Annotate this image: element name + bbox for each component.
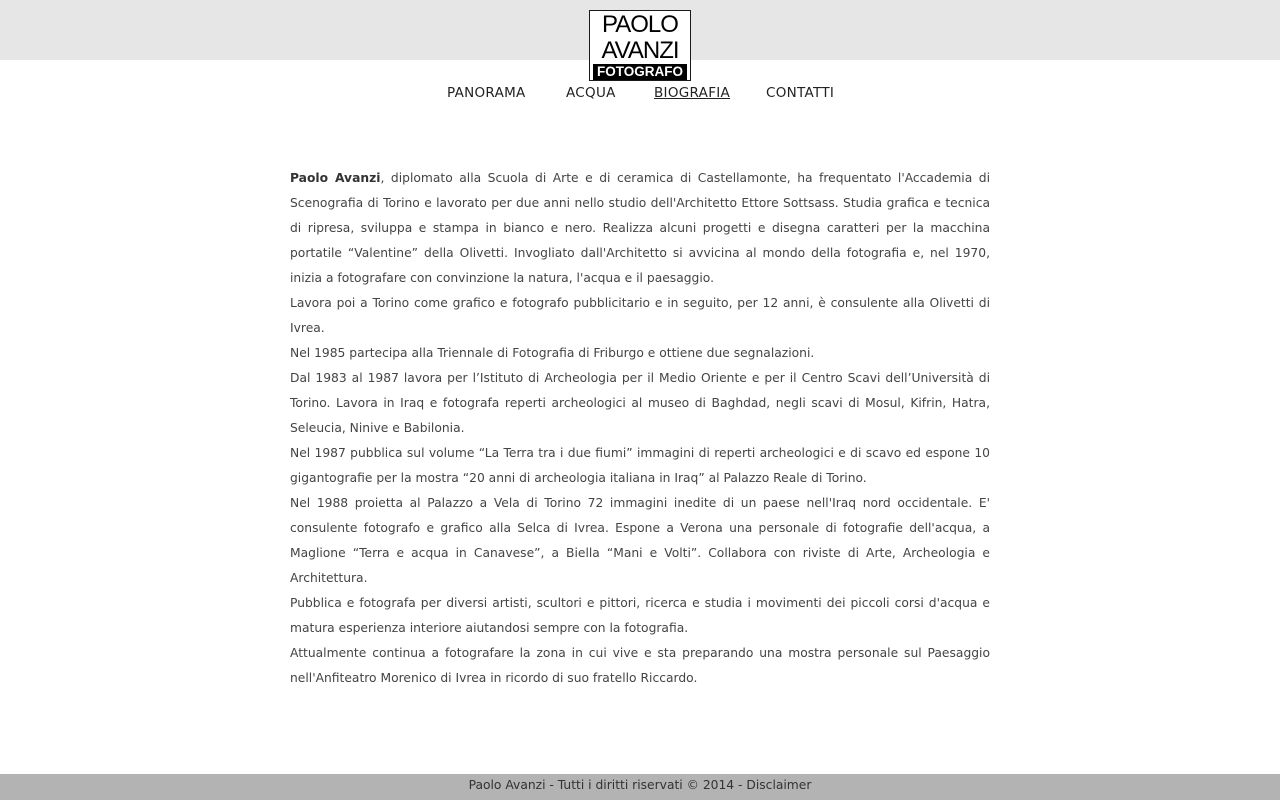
- bio-name: Paolo Avanzi: [290, 171, 381, 185]
- logo-line-1: PAOLO: [602, 11, 678, 38]
- disclaimer-link[interactable]: Disclaimer: [746, 778, 812, 792]
- bio-paragraph: Lavora poi a Torino come grafico e fotografo pubblicitario e in seguito, per 12 anni, è consulente alla Olivetti di Ivrea.: [290, 296, 990, 335]
- bio-paragraph: Nel 1985 partecipa alla Triennale di Fotografia di Friburgo e ottiene due segnalazioni.: [290, 346, 815, 360]
- bio-paragraph: Nel 1988 proietta al Palazzo a Vela di Torino 72 immagini inedite di un paese nell'Iraq nord occidentale. E' consulente fotografo e grafico alla Selca di Ivrea. Espone a Verona una personale di fotografie dell'acqua, a Maglione “Terra e acqua in Canavese”, a Biella “Mani e Volti”. Collabora con riviste di Arte, Archeologia e Architettura.: [290, 496, 990, 585]
- bio-paragraph: [290, 166, 990, 291]
- nav-panorama[interactable]: PANORAMA: [447, 85, 526, 101]
- nav-contatti[interactable]: CONTATTI: [766, 85, 835, 101]
- nav-acqua[interactable]: ACQUA: [566, 85, 616, 101]
- main-nav: [0, 85, 1280, 105]
- logo-line-3: FOTOGRAFO: [593, 64, 687, 80]
- logo-line-2: AVANZI: [601, 37, 679, 64]
- bio-paragraph: Dal 1983 al 1987 lavora per l’Istituto di Archeologia per il Medio Oriente e per il Centro Scavi dell’Università di Torino. Lavora in Iraq e fotografa reperti archeologici al museo di Baghdad, negli scavi di Mosul, Kifrin, Hatra, Seleucia, Ninive e Babilonia.: [290, 371, 990, 435]
- biography-content: [290, 166, 990, 691]
- bio-paragraph: Pubblica e fotografa per diversi artisti, scultori e pittori, ricerca e studia i movimenti dei piccoli corsi d'acqua e matura esperienza interiore aiutandosi sempre con la fotografia.: [290, 596, 990, 635]
- footer-copyright: Paolo Avanzi - Tutti i diritti riservati © 2014 -: [468, 778, 747, 792]
- nav-biografia[interactable]: BIOGRAFIA: [654, 85, 731, 101]
- bio-intro: , diplomato alla Scuola di Arte e di ceramica di Castellamonte, ha frequentato l'Accademia di Scenografia di Torino e lavorato per due anni nello studio dell'Architetto Ettore Sottsass. Studia grafica e tecnica di ripresa, sviluppa e stampa in bianco e nero. Realizza alcuni progetti e disegna caratteri per la macchina portatile “Valentine” della Olivetti. Invogliato dall'Architetto si avvicina al mondo della fotografia e, nel 1970, inizia a fotografare con convinzione la natura, l'acqua e il paesaggio.: [290, 171, 990, 285]
- bio-paragraph: Attualmente continua a fotografare la zona in cui vive e sta preparando una mostra personale sul Paesaggio nell'Anfiteatro Morenico di Ivrea in ricordo di suo fratello Riccardo.: [290, 646, 990, 685]
- site-logo[interactable]: [589, 10, 691, 81]
- bio-paragraph: Nel 1987 pubblica sul volume “La Terra tra i due fiumi” immagini di reperti archeologici e di scavo ed espone 10 gigantografie per la mostra “20 anni di archeologia italiana in Iraq” al Palazzo Reale di Torino.: [290, 446, 990, 485]
- footer: [0, 774, 1280, 800]
